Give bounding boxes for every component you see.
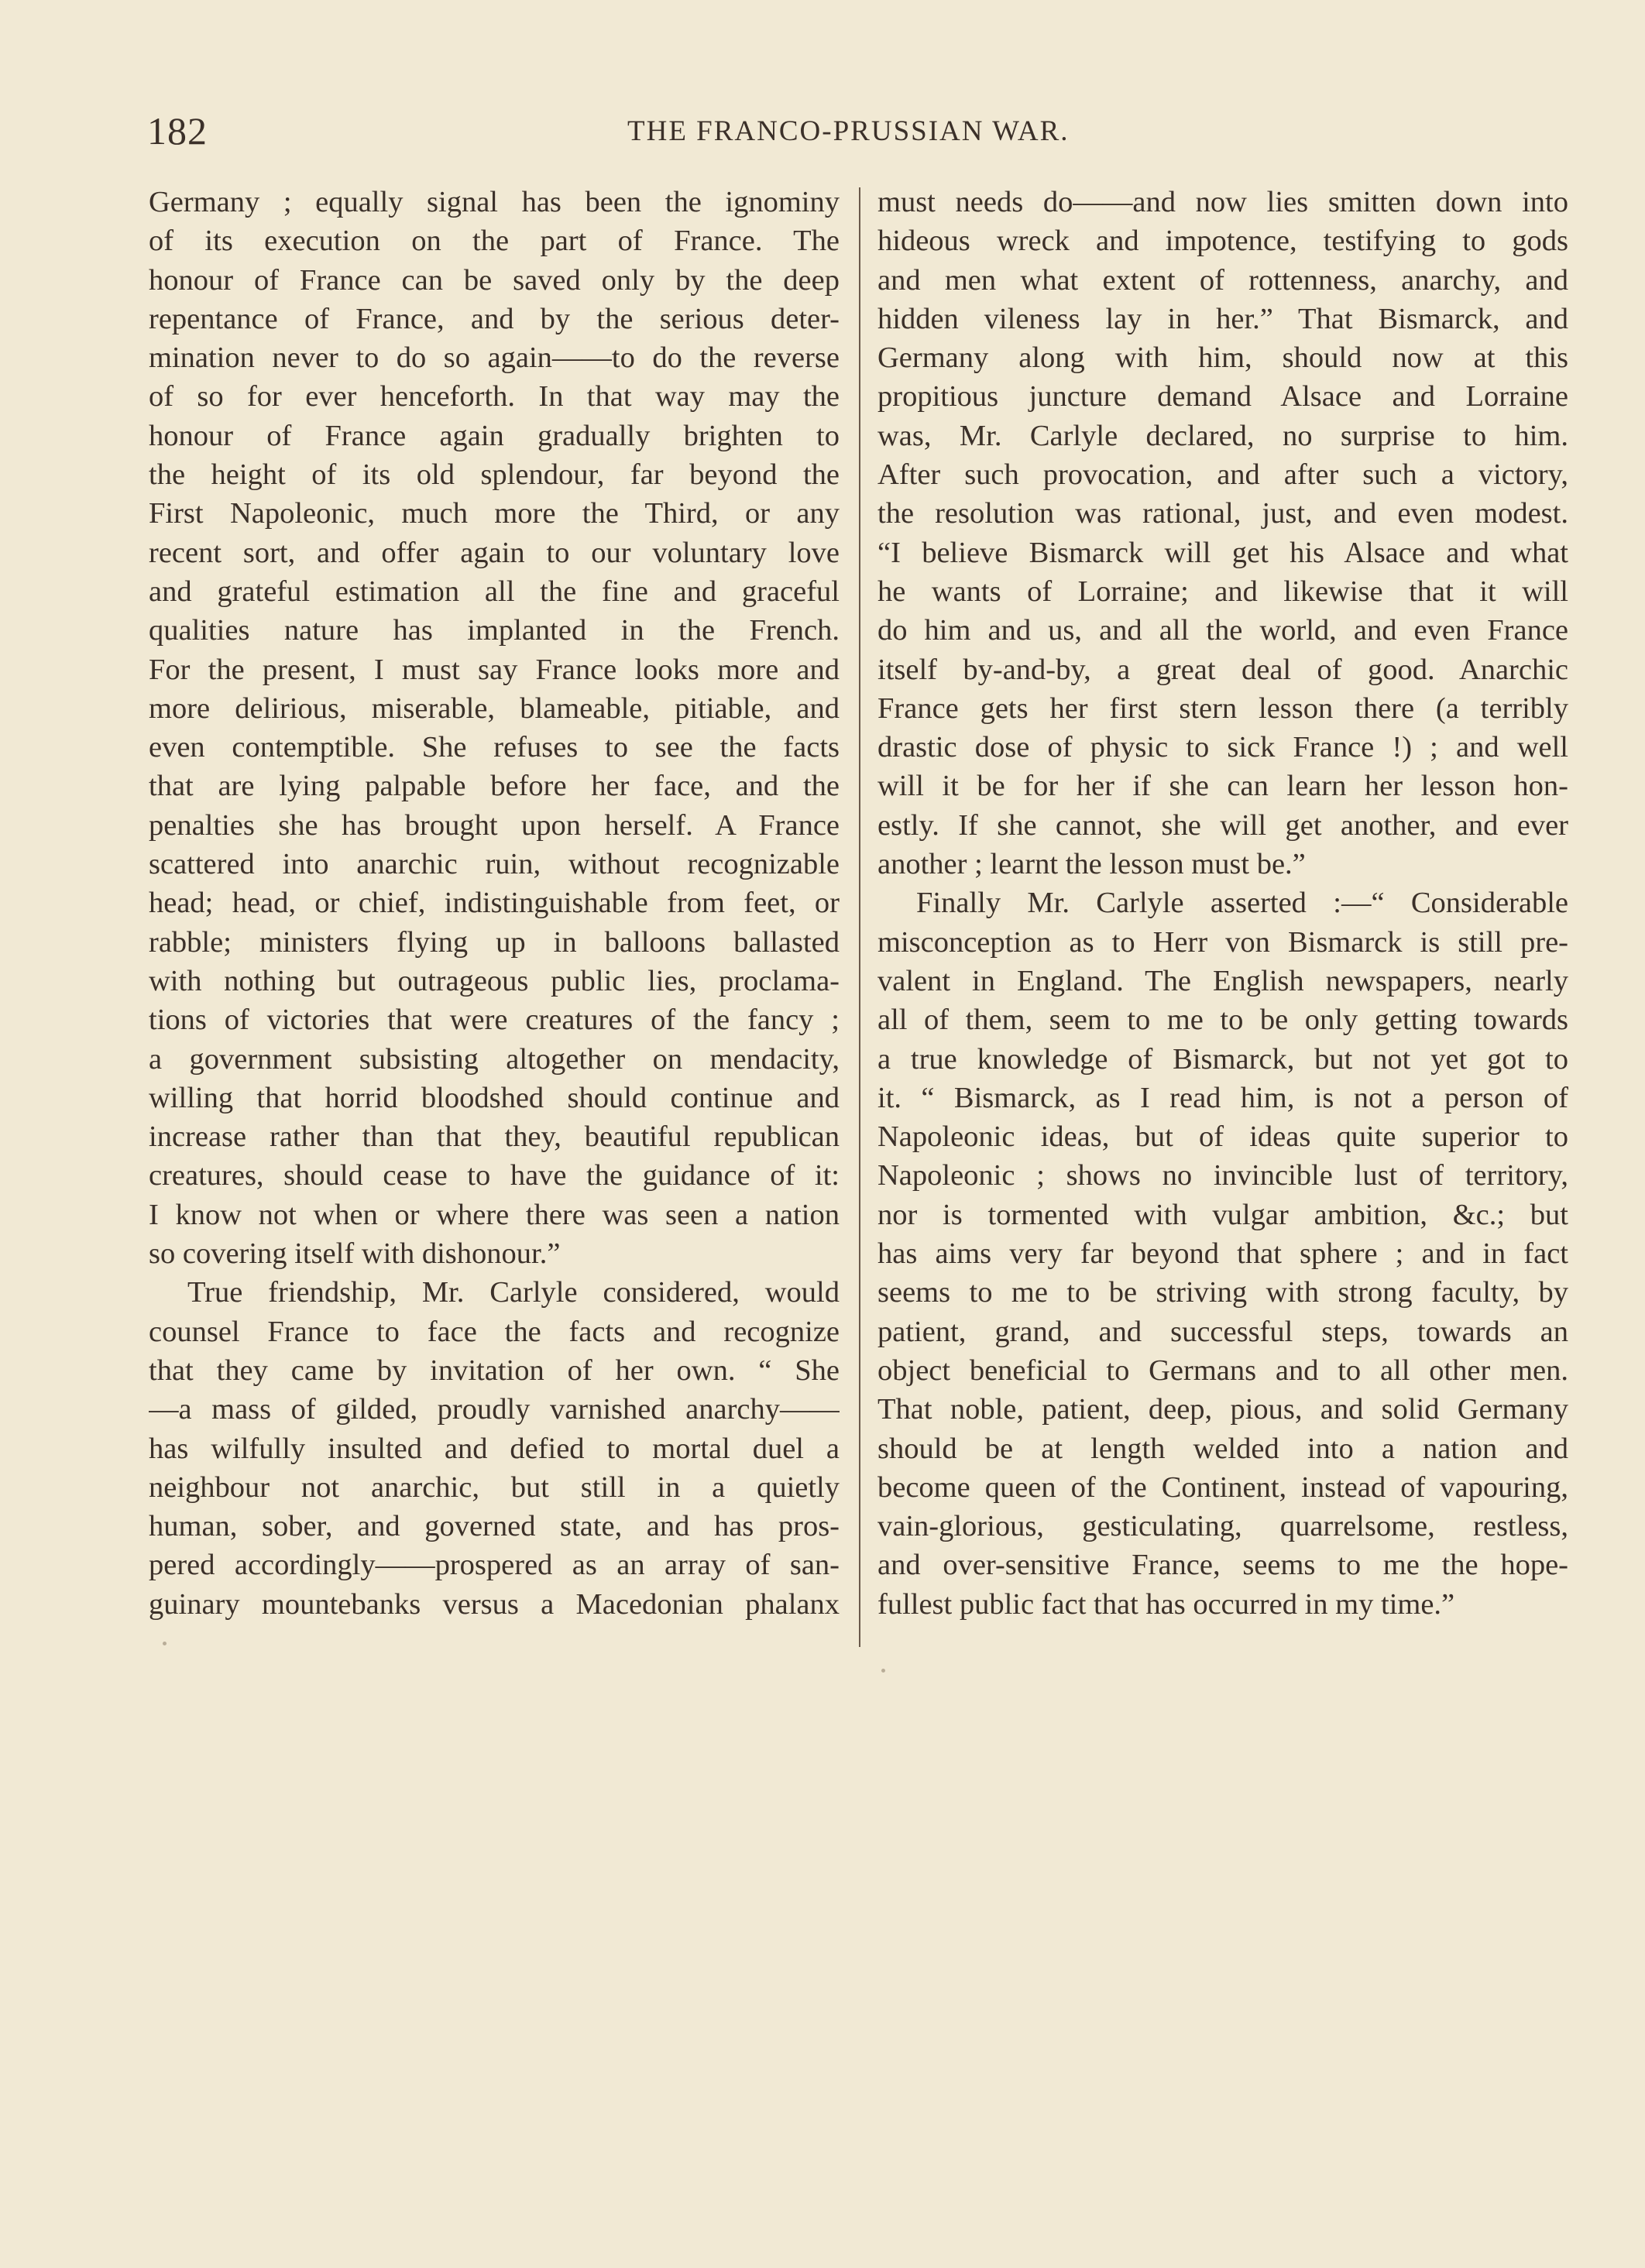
text-line: hideous wreck and impotence, testifying to gods <box>877 225 1568 258</box>
text-line: —a mass of gilded, proudly varnished anarchy—— <box>149 1393 840 1426</box>
text-line: with nothing but outrageous public lies, proclama- <box>149 964 840 997</box>
text-line: penalties she has brought upon herself. A France <box>149 808 840 842</box>
text-line: neighbour not anarchic, but still in a quietly <box>149 1470 840 1504</box>
text-line: a true knowledge of Bismarck, but not yet got to <box>877 1042 1568 1076</box>
text-line: “I believe Bismarck will get his Alsace and what <box>877 536 1568 569</box>
text-line: Germany along with him, should now at this <box>877 341 1568 375</box>
text-line: recent sort, and offer again to our voluntary love <box>149 536 840 569</box>
text-line: mination never to do so again——to do the reverse <box>149 341 840 375</box>
text-line: seems to me to be striving with strong faculty, by <box>877 1276 1568 1309</box>
text-line: so covering itself with dishonour.” <box>149 1237 561 1271</box>
text-line: was, Mr. Carlyle declared, no surprise to him. <box>877 419 1568 452</box>
text-line: of so for ever henceforth. In that way may the <box>149 380 840 413</box>
text-line: Finally Mr. Carlyle asserted :—“ Considerable <box>916 887 1568 920</box>
text-line: nor is tormented with vulgar ambition, &c.; but <box>877 1198 1568 1231</box>
text-line: propitious juncture demand Alsace and Lorraine <box>877 380 1568 413</box>
text-line: has wilfully insulted and defied to mortal duel a <box>149 1432 840 1465</box>
text-line: the height of its old splendour, far beyond the <box>149 458 840 492</box>
text-line: creatures, should cease to have the guidance of it: <box>149 1159 840 1192</box>
text-line: honour of France again gradually brighten to <box>149 419 840 452</box>
text-line: misconception as to Herr von Bismarck is still pre- <box>877 925 1568 959</box>
text-line: that are lying palpable before her face, and the <box>149 770 840 803</box>
text-line: all of them, seem to me to be only getting towards <box>877 1004 1568 1037</box>
text-line: France gets her first stern lesson there (a terribly <box>877 691 1568 725</box>
text-line: estly. If she cannot, she will get another, and ever <box>877 808 1568 842</box>
text-line: itself by-and-by, a great deal of good. Anarchic <box>877 653 1568 686</box>
text-line: and over-sensitive France, seems to me the hope- <box>877 1549 1568 1582</box>
text-line: honour of France can be saved only by the deep <box>149 263 840 297</box>
text-line: become queen of the Continent, instead of vapouring, <box>877 1470 1568 1504</box>
right-column <box>877 183 1568 1624</box>
text-line: do him and us, and all the world, and even France <box>877 614 1568 647</box>
text-line: Napoleonic ; shows no invincible lust of territory, <box>877 1159 1568 1192</box>
text-line: pered accordingly——prospered as an array of san- <box>149 1549 840 1582</box>
text-line: will it be for her if she can learn her lesson hon- <box>877 770 1568 803</box>
text-line: That noble, patient, deep, pious, and solid Germany <box>877 1393 1568 1426</box>
text-line: it. “ Bismarck, as I read him, is not a person of <box>877 1081 1568 1114</box>
text-line: of its execution on the part of France. The <box>149 225 840 258</box>
text-line: and men what extent of rottenness, anarchy, and <box>877 263 1568 297</box>
text-line: increase rather than that they, beautiful republican <box>149 1120 840 1154</box>
text-line: After such provocation, and after such a victory, <box>877 458 1568 492</box>
text-line: For the present, I must say France looks more and <box>149 653 840 686</box>
running-head: THE FRANCO-PRUSSIAN WAR. <box>627 115 1070 147</box>
text-line: and grateful estimation all the fine and graceful <box>149 575 840 608</box>
text-line: I know not when or where there was seen a nation <box>149 1198 840 1231</box>
text-line: qualities nature has implanted in the French. <box>149 614 840 647</box>
text-line: should be at length welded into a nation and <box>877 1432 1568 1465</box>
text-line: the resolution was rational, just, and even modest. <box>877 497 1568 530</box>
text-line: human, sober, and governed state, and has pros- <box>149 1510 840 1543</box>
text-line: more delirious, miserable, blameable, pitiable, and <box>149 691 840 725</box>
text-line: rabble; ministers flying up in balloons ballasted <box>149 925 840 959</box>
text-line: counsel France to face the facts and recognize <box>149 1315 840 1348</box>
page-number: 182 <box>147 109 208 153</box>
text-line: a government subsisting altogether on mendacity, <box>149 1042 840 1076</box>
text-line: that they came by invitation of her own. “ She <box>149 1354 840 1387</box>
paper-speck <box>163 1642 167 1645</box>
text-line: hidden vileness lay in her.” That Bismarck, and <box>877 302 1568 335</box>
text-line: valent in England. The English newspapers, nearly <box>877 964 1568 997</box>
left-column <box>149 183 840 1624</box>
text-line: head; head, or chief, indistinguishable from feet, or <box>149 887 840 920</box>
text-line: must needs do——and now lies smitten down into <box>877 186 1568 218</box>
text-line: True friendship, Mr. Carlyle considered, would <box>187 1276 840 1309</box>
column-divider <box>859 187 860 1647</box>
text-line: fullest public fact that has occurred in my time.” <box>877 1587 1455 1621</box>
text-line: scattered into anarchic ruin, without recognizable <box>149 848 840 881</box>
text-line: First Napoleonic, much more the Third, or any <box>149 497 840 530</box>
text-line: object beneficial to Germans and to all other men. <box>877 1354 1568 1387</box>
text-line: even contemptible. She refuses to see the facts <box>149 731 840 764</box>
text-line: has aims very far beyond that sphere ; and in fact <box>877 1237 1568 1271</box>
text-line: he wants of Lorraine; and likewise that it will <box>877 575 1568 608</box>
text-line: guinary mountebanks versus a Macedonian phalanx <box>149 1587 840 1621</box>
text-line: Germany ; equally signal has been the ignominy <box>149 186 840 218</box>
text-line: tions of victories that were creatures of the fancy ; <box>149 1004 840 1037</box>
text-line: another ; learnt the lesson must be.” <box>877 848 1306 881</box>
text-line: patient, grand, and successful steps, towards an <box>877 1315 1568 1348</box>
text-line: drastic dose of physic to sick France !) ; and well <box>877 731 1568 764</box>
text-line: Napoleonic ideas, but of ideas quite superior to <box>877 1120 1568 1154</box>
text-line: vain-glorious, gesticulating, quarrelsome, restless, <box>877 1510 1568 1543</box>
text-line: repentance of France, and by the serious deter- <box>149 302 840 335</box>
paper-speck <box>881 1669 885 1673</box>
text-line: willing that horrid bloodshed should continue and <box>149 1081 840 1114</box>
